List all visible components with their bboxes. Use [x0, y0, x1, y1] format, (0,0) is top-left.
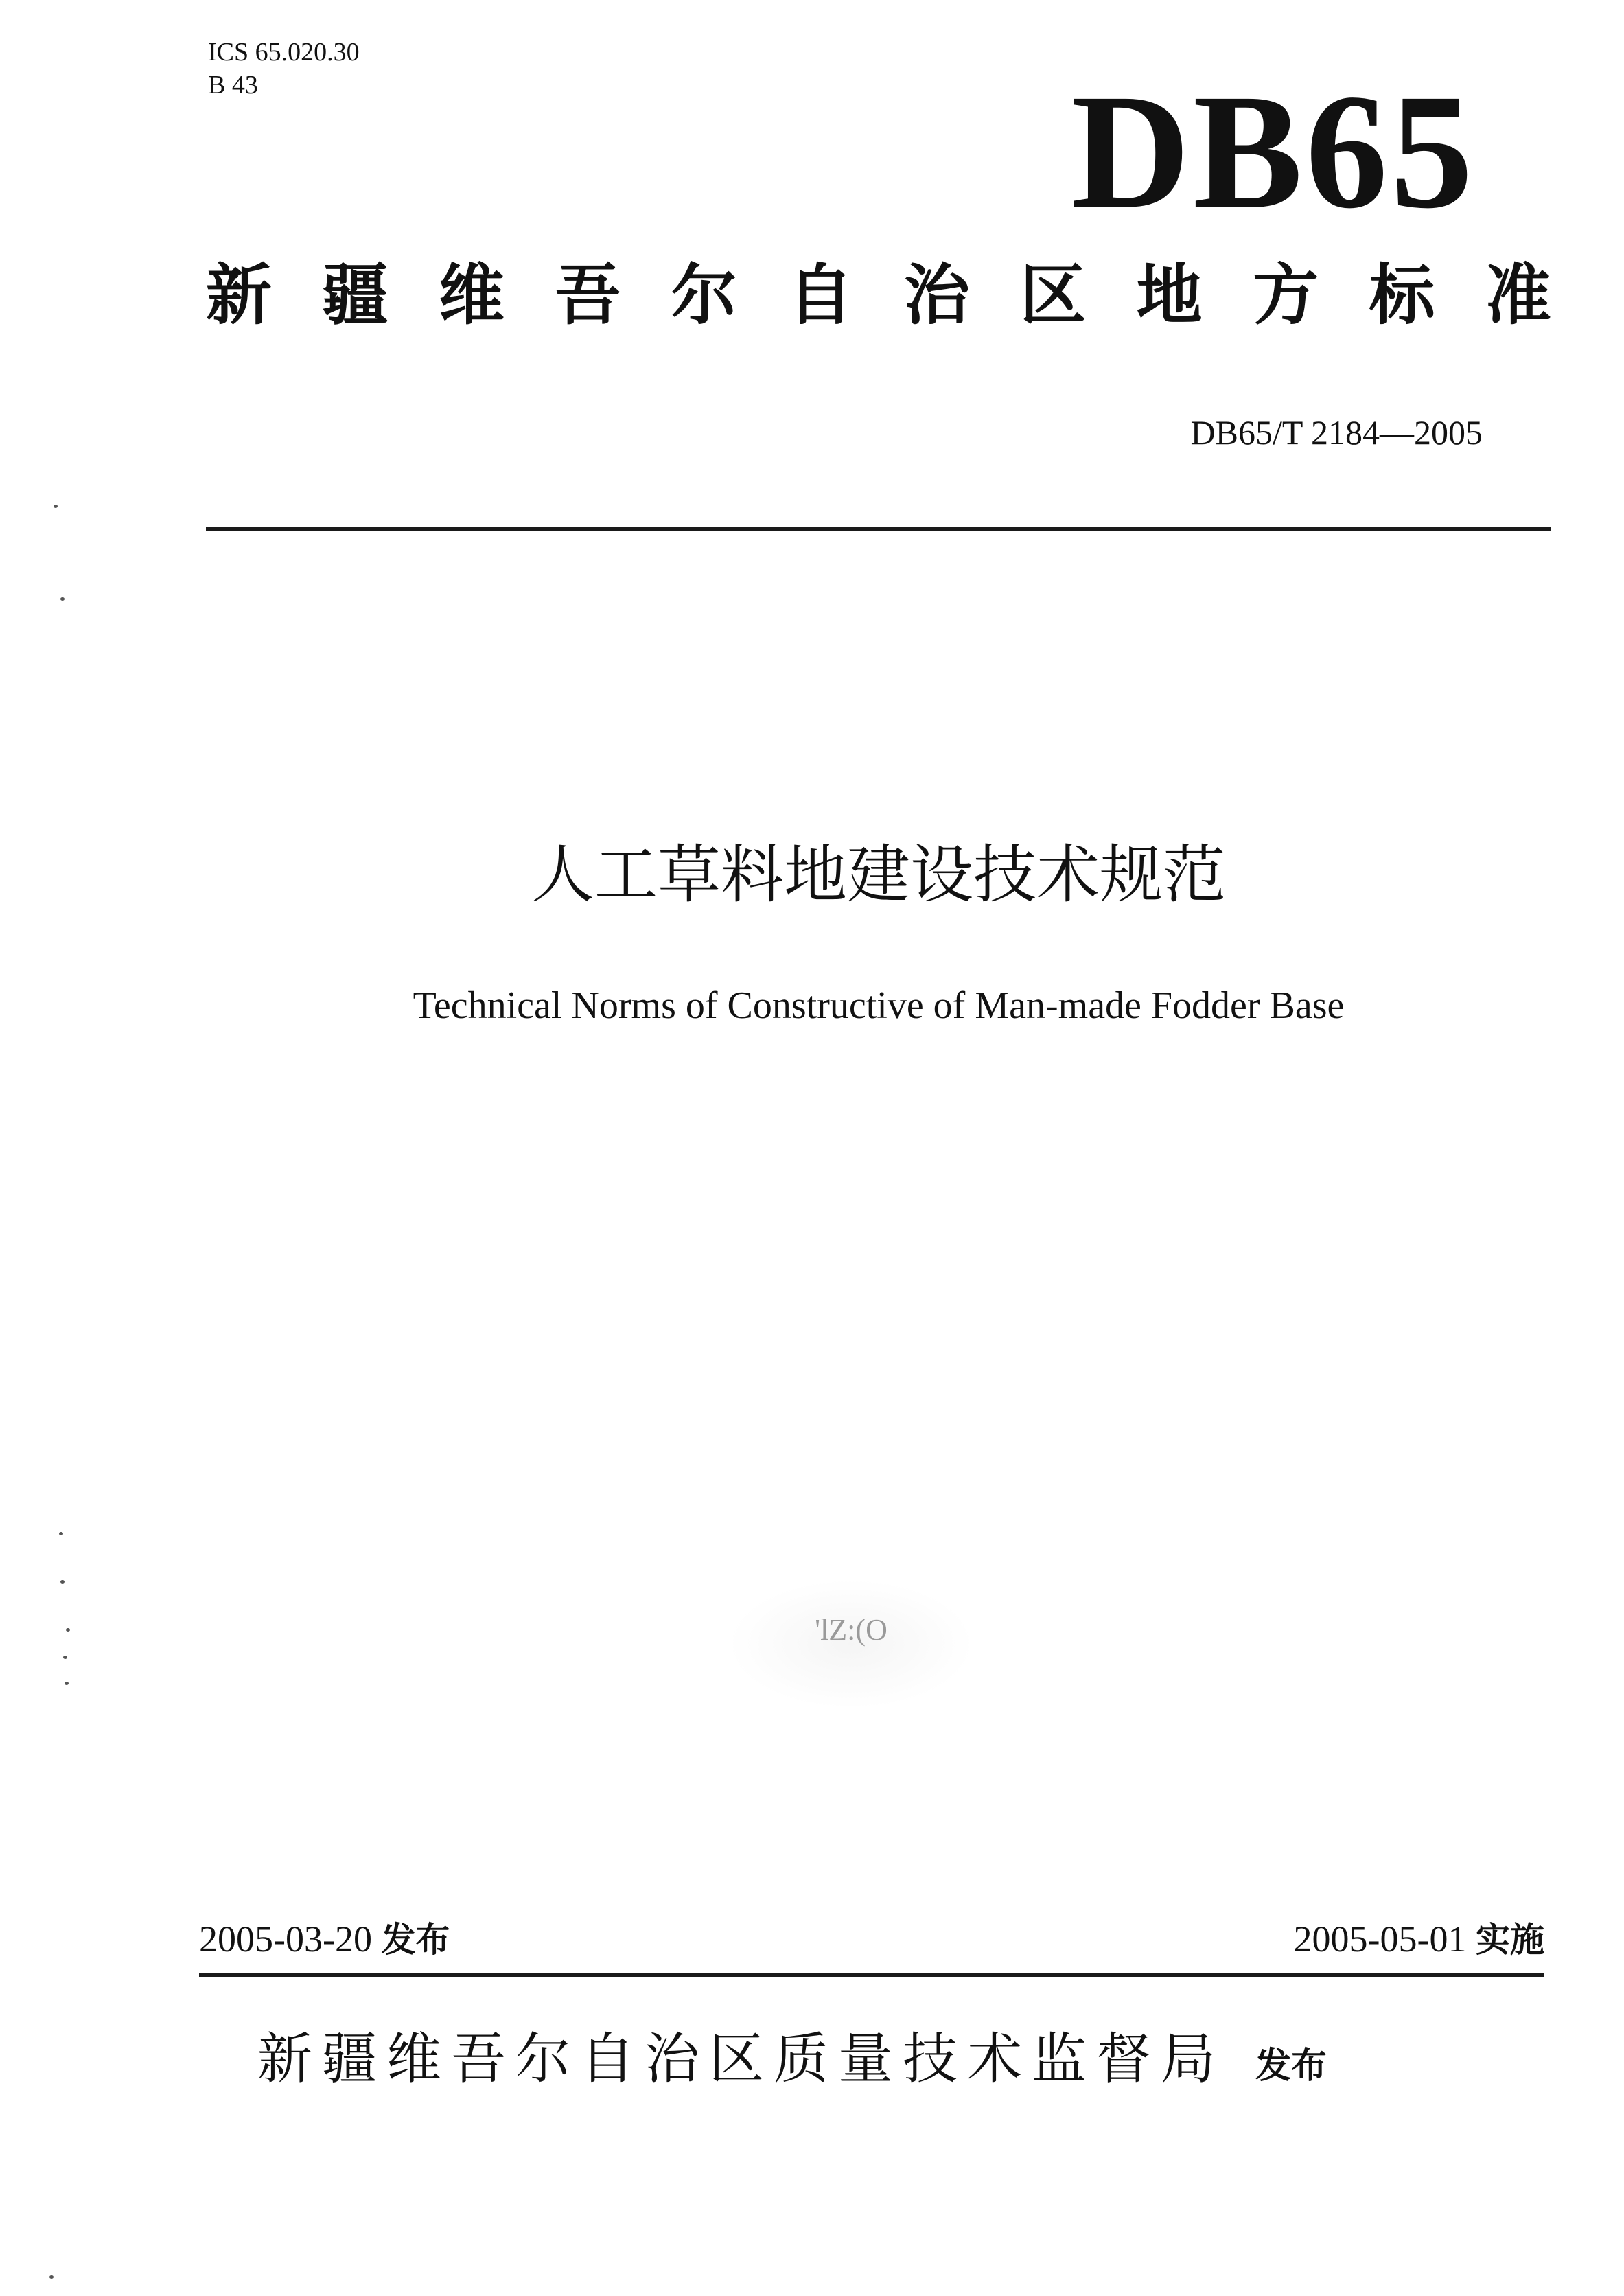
standard-type-char: 地 — [1136, 257, 1203, 334]
dates-row — [199, 1915, 1544, 1964]
bottom-divider — [199, 1973, 1544, 1977]
scan-speck — [60, 1580, 65, 1584]
standard-type-char: 尔 — [671, 257, 737, 334]
document-title-chinese: 人工草料地建设技术规范 — [531, 838, 1226, 912]
classification-codes — [208, 36, 360, 102]
ccs-code: B 43 — [208, 71, 258, 100]
issue-date-block — [199, 1915, 450, 1964]
standard-type-char: 新 — [206, 257, 272, 334]
standard-logo: DB65 — [1071, 60, 1476, 242]
standard-type-char: 标 — [1369, 257, 1435, 334]
standard-type-char: 吾 — [555, 257, 621, 334]
publisher-suffix: 发布 — [1255, 2045, 1327, 2087]
scan-speck — [65, 1682, 69, 1685]
effective-date: 2005-05-01 — [1293, 1918, 1467, 1960]
publisher-line — [257, 2021, 1548, 2104]
standard-type-char: 方 — [1253, 257, 1319, 334]
scan-speck — [63, 1656, 67, 1659]
standard-type-char: 治 — [903, 257, 970, 334]
standard-type-char: 区 — [1020, 257, 1087, 334]
standard-type-char: 疆 — [322, 257, 388, 334]
scan-speck — [54, 505, 58, 508]
standard-type-char: 准 — [1485, 257, 1551, 334]
scan-speck — [66, 1628, 70, 1632]
ics-code: ICS 65.020.30 — [208, 38, 360, 67]
scan-speck — [59, 1532, 63, 1535]
document-title-english: Technical Norms of Constructive of Man-made Fodder Base — [413, 984, 1345, 1027]
faded-stamp: 'lZ:(O — [728, 1579, 975, 1709]
issue-date: 2005-03-20 — [199, 1918, 372, 1960]
standard-number: DB65/T 2184—2005 — [1190, 413, 1483, 452]
effective-date-block — [1294, 1915, 1544, 1964]
scan-speck — [49, 2275, 54, 2279]
publisher-name: 新疆维吾尔自治区质量技术监督局 — [257, 2027, 1225, 2091]
issue-label: 发布 — [381, 1920, 450, 1960]
top-divider — [206, 527, 1551, 531]
scan-speck — [60, 597, 65, 601]
standard-type-char: 维 — [438, 257, 504, 334]
effective-label: 实施 — [1476, 1920, 1544, 1960]
standard-type-char: 自 — [787, 257, 854, 334]
standard-type-heading — [206, 254, 1551, 336]
